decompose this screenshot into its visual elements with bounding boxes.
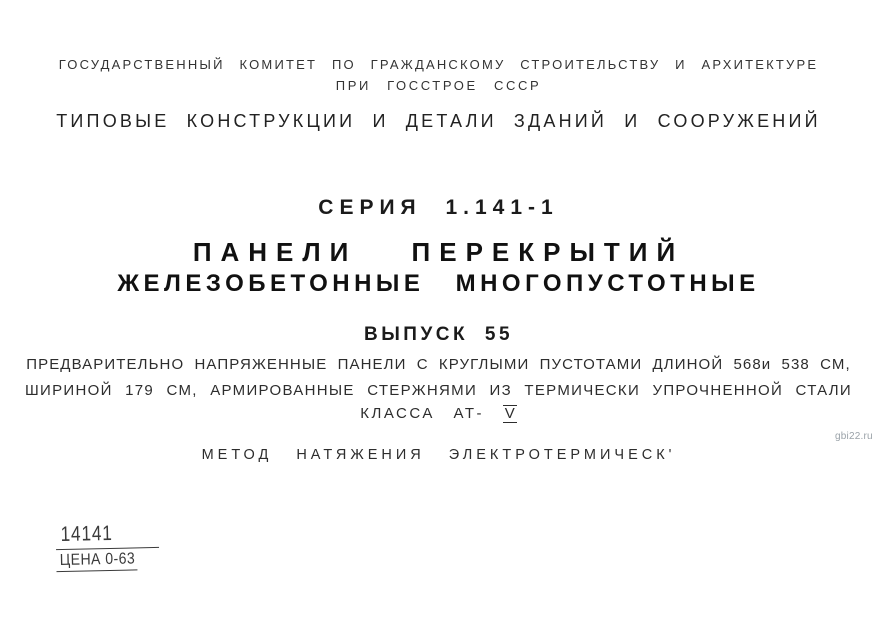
steel-class-prefix: КЛАССА АТ- [360,405,485,422]
steel-class-roman-numeral: V [504,405,515,422]
description-line1: ПРЕДВАРИТЕЛЬНО НАПРЯЖЕННЫЕ ПАНЕЛИ С КРУГЛЫМИ ПУСТОТАМИ ДЛИНОЙ 568и 538 СМ, [26,356,851,373]
org-header-line2: ПРИ ГОССТРОЕ СССР [335,78,542,93]
main-title-line2: ЖЕЛЕЗОБЕТОННЫЕ МНОГОПУСТОТНЫЕ [117,270,760,297]
description-line3 [0,405,877,423]
series-number: СЕРИЯ 1.141-1 [318,196,559,219]
main-title-line1: ПАНЕЛИ ПЕРЕКРЫТИЙ [192,237,685,267]
tensioning-method-line: МЕТОД НАТЯЖЕНИЯ ЭЛЕКТРОТЕРМИЧЕСК' [201,447,676,463]
price-stamp [56,522,160,572]
site-watermark: gbi22.ru [835,431,873,442]
org-header-line1: ГОСУДАРСТВЕННЫЙ КОМИТЕТ ПО ГРАЖДАНСКОМУ СТРОИТЕЛЬСТВУ И АРХИТЕКТУРЕ [58,57,819,72]
stamp-price: ЦЕНА 0-63 [56,548,137,571]
stamp-number: 14141 [60,521,113,546]
description-line2: ШИРИНОЙ 179 СМ, АРМИРОВАННЫЕ СТЕРЖНЯМИ ИЗ ТЕРМИЧЕСКИ УПРОЧНЕННОЙ СТАЛИ [24,382,853,399]
series-collection-title: ТИПОВЫЕ КОНСТРУКЦИИ И ДЕТАЛИ ЗДАНИЙ И СООРУЖЕНИЙ [56,111,821,131]
issue-label: ВЫПУСК 55 [363,324,514,345]
